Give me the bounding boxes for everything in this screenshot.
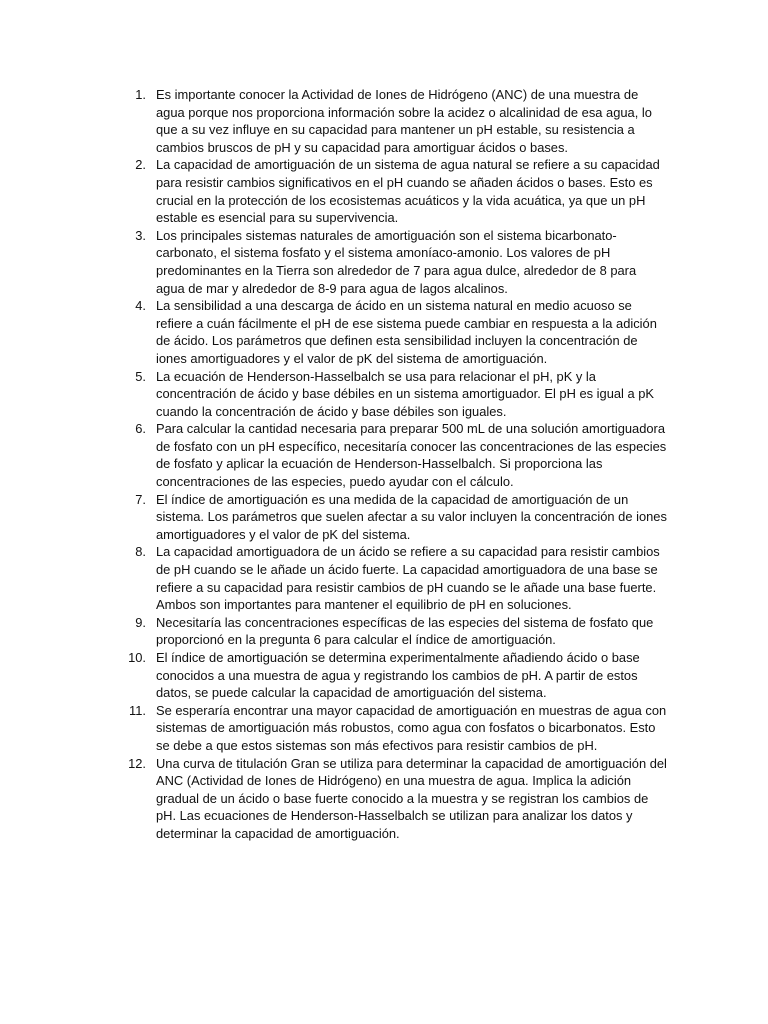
item-number: 6. — [135, 421, 146, 437]
item-text: El índice de amortiguación es una medida de la capacidad de amortiguación de un sistema. Los parámetros que suelen afectar a su valor incluyen la concentración de iones amortiguadores y el valor de pK del sistema. — [156, 491, 667, 542]
item-text: La capacidad de amortiguación de un sistema de agua natural se refiere a su capacidad para resistir cambios significativos en el pH cuando se añaden ácidos o bases. Esto es crucial en la protección de los ecosistemas acuáticos y la vida acuática, ya que un pH estable es esencial para su supervivencia. — [156, 157, 660, 226]
list-item — [0, 368, 668, 421]
list-item — [0, 297, 668, 367]
item-text: La sensibilidad a una descarga de ácido en un sistema natural en medio acuoso se refiere a cuán fácilmente el pH de ese sistema puede cambiar en respuesta a la adición de ácido. Los parámetros que definen esta sensibilidad incluyen la concentración de iones amortiguadores y el valor de pK del sistema de amortiguación. — [156, 298, 657, 366]
item-number: 3. — [135, 227, 146, 243]
item-text: Para calcular la cantidad necesaria para preparar 500 mL de una solución amortiguadora de fosfato con un pH específico, necesitaría conocer las concentraciones de las especies de fosfato y aplicar la ecuación de Henderson-Hasselbalch. Si proporciona las concentraciones de las especies, puedo ayudar con el cálculo. — [156, 421, 667, 490]
item-text: Se esperaría encontrar una mayor capacidad de amortiguación en muestras de agua con sistemas de amortiguación más robustos, como agua con fosfatos o bicarbonatos. Esto se debe a que estos sistemas son más efectivos para resistir cambios de pH. — [156, 702, 667, 753]
numbered-answer-list — [0, 86, 768, 843]
item-number: 9. — [135, 614, 146, 630]
list-item — [0, 543, 668, 613]
item-text: Los principales sistemas naturales de amortiguación son el sistema bicarbonato-carbonato, el sistema fosfato y el sistema amoníaco-amonio. Los valores de pH predominantes en la Tierra son alrededor de 7 para agua dulce, alrededor de 8 para agua de mar y alrededor de 8-9 para agua de lagos alcalinos. — [156, 227, 637, 296]
item-number: 11. — [129, 702, 146, 718]
list-item — [0, 156, 668, 226]
item-number: 4. — [135, 298, 146, 314]
item-text: Es importante conocer la Actividad de Iones de Hidrógeno (ANC) de una muestra de agua porque nos proporciona información sobre la acidez o alcalinidad de esa agua, lo que a su vez influye en su capacidad para mantener un pH estable, su resistencia a cambios bruscos de pH y su capacidad para amortiguar ácidos o bases. — [156, 87, 652, 155]
item-text: Una curva de titulación Gran se utiliza para determinar la capacidad de amortiguación del ANC (Actividad de Iones de Hidrógeno) en una muestra de agua. Implica la adición gradual de un ácido o base fuerte conocido a la muestra y se registran los cambios de pH. Las ecuaciones de Henderson-Hasselbalch se utilizan para analizar los datos y determinar la capacidad de amortiguación. — [156, 755, 667, 841]
item-text: Necesitaría las concentraciones específicas de las especies del sistema de fosfato que proporcionó en la pregunta 6 para calcular el índice de amortiguación. — [156, 614, 654, 648]
item-text: La ecuación de Henderson-Hasselbalch se usa para relacionar el pH, pK y la concentración de ácido y base débiles en un sistema amortiguador. El pH es igual a pK cuando la concentración de ácido y base débiles son iguales. — [156, 368, 655, 419]
list-item — [0, 614, 668, 649]
item-number: 5. — [135, 368, 146, 384]
item-number: 1. — [135, 87, 146, 102]
list-item — [0, 420, 668, 490]
item-text: El índice de amortiguación se determina experimentalmente añadiendo ácido o base conocidos a una muestra de agua y registrando los cambios de pH. A partir de estos datos, se puede calcular la capacidad de amortiguación del sistema. — [156, 650, 640, 701]
list-item — [0, 702, 668, 755]
item-number: 2. — [135, 157, 146, 173]
item-text: La capacidad amortiguadora de un ácido se refiere a su capacidad para resistir cambios de pH cuando se le añade un ácido fuerte. La capacidad amortiguadora de una base se refiere a su capacidad para resistir cambios de pH cuando se le añade una base fuerte. Ambos son importantes para mantener el equilibrio de pH en soluciones. — [156, 544, 660, 613]
list-item — [0, 491, 668, 544]
list-item — [0, 755, 668, 843]
item-number: 7. — [135, 491, 146, 507]
item-number: 10. — [128, 650, 146, 665]
list-item — [0, 86, 668, 156]
list-item — [0, 649, 668, 702]
list-item — [0, 227, 668, 297]
item-number: 8. — [135, 544, 146, 560]
item-number: 12. — [128, 755, 146, 771]
